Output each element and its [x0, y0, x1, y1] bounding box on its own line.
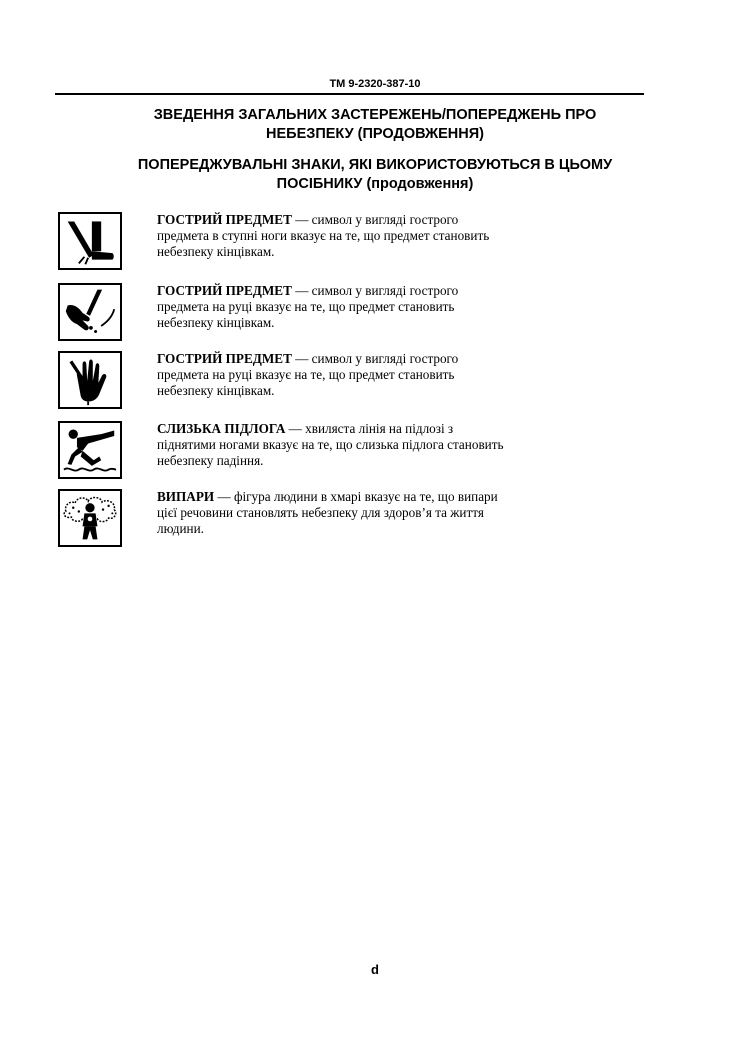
warning-text-line-2: предмета на руці вказує на те, що предмет становить — [157, 299, 455, 314]
warning-text-line-1: — символ у вигляді гострого — [291, 212, 459, 227]
subsection-title — [60, 156, 690, 194]
warning-text-line-1: — фігура людини в хмарі вказує на те, що випари — [214, 489, 498, 504]
page-number: d — [371, 962, 379, 977]
warning-term: ГОСТРИЙ ПРЕДМЕТ — [157, 283, 292, 298]
warning-text-line-2: цієї речовини становлять небезпеку для здоров’я та життя — [157, 505, 484, 520]
warning-text-line-1: — символ у вигляді гострого — [291, 351, 459, 366]
section-title-line-2: НЕБЕЗПЕКУ (ПРОДОВЖЕННЯ) — [266, 126, 484, 142]
warning-text-line-1: — хвиляста лінія на підлозі з — [285, 421, 454, 436]
warning-text-line-2: предмета на руці вказує на те, що предмет становить — [157, 367, 455, 382]
warning-text-line-3: небезпеку кінцівкам. — [157, 315, 275, 330]
warning-text-line-2: предмета в ступні ноги вказує на те, що предмет становить — [157, 228, 490, 243]
warning-entry-vapors — [58, 489, 638, 551]
warning-description — [157, 489, 557, 537]
section-title — [60, 106, 690, 144]
warning-text-line-3: людини. — [157, 521, 204, 536]
warning-entry-sharp-object-hand — [58, 283, 638, 345]
warning-description — [157, 212, 557, 260]
sharp-object-palm-icon — [58, 351, 122, 409]
warning-entry-sharp-object-palm — [58, 351, 638, 413]
header-rule — [55, 93, 644, 95]
warning-term: СЛИЗЬКА ПІДЛОГА — [157, 421, 286, 436]
warning-text-line-3: небезпеку падіння. — [157, 453, 264, 468]
sharp-object-hand-icon — [58, 283, 122, 341]
warning-entry-sharp-object-foot — [58, 212, 638, 274]
warning-description — [157, 421, 557, 469]
slippery-floor-icon — [58, 421, 122, 479]
sharp-object-foot-icon — [58, 212, 122, 270]
document-number: TM 9-2320-387-10 — [329, 78, 421, 90]
warning-text-line-2: піднятими ногами вказує на те, що слизька підлога становить — [157, 437, 504, 452]
warning-text-line-3: небезпеку кінцівкам. — [157, 244, 275, 259]
section-title-line-1: ЗВЕДЕННЯ ЗАГАЛЬНИХ ЗАСТЕРЕЖЕНЬ/ПОПЕРЕДЖЕНЬ ПРО — [153, 107, 597, 123]
warning-entry-slippery-floor — [58, 421, 638, 483]
subsection-title-line-1: ПОПЕРЕДЖУВАЛЬНІ ЗНАКИ, ЯКІ ВИКОРИСТОВУЮТЬСЯ В ЦЬОМУ — [137, 157, 613, 173]
vapors-icon — [58, 489, 122, 547]
warning-description — [157, 351, 557, 399]
warning-text-line-1: — символ у вигляді гострого — [291, 283, 459, 298]
warning-text-line-3: небезпеку кінцівкам. — [157, 383, 275, 398]
warning-term: ГОСТРИЙ ПРЕДМЕТ — [157, 351, 292, 366]
warning-term: ГОСТРИЙ ПРЕДМЕТ — [157, 212, 292, 227]
warning-term: ВИПАРИ — [157, 489, 215, 504]
subsection-title-line-2: ПОСІБНИКУ (продовження) — [276, 176, 474, 192]
warning-description — [157, 283, 557, 331]
